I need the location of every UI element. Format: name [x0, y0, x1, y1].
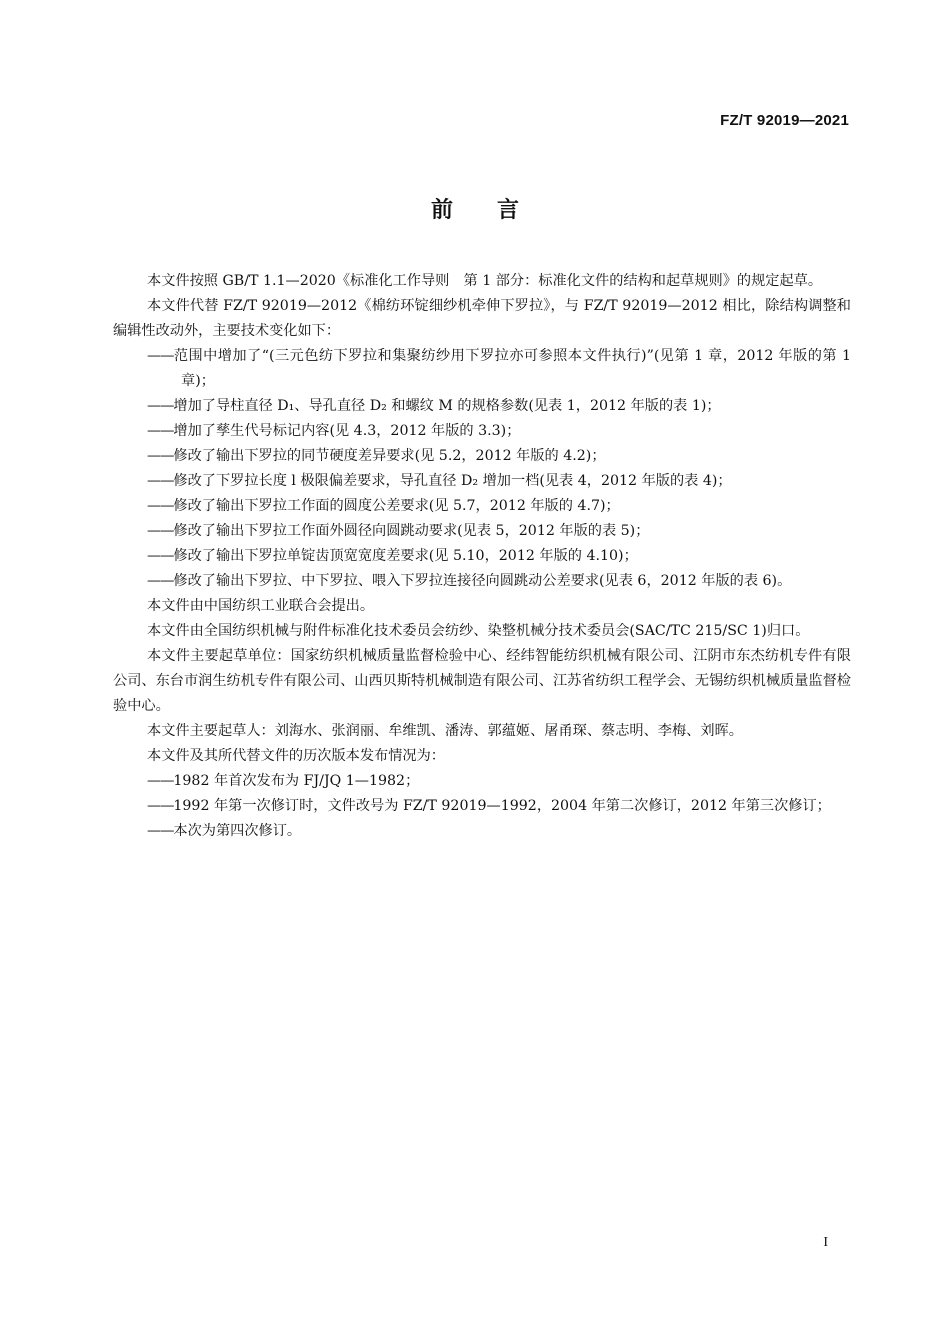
list-dash: —— — [147, 773, 174, 789]
change-list-item — [113, 794, 851, 819]
paragraph-text: 修改了下罗拉长度 l 极限偏差要求，导孔直径 D₂ 增加一档(见表 4，2012 年版的表 4)； — [173, 473, 732, 489]
change-list-item — [113, 819, 851, 844]
paragraph-text: 1982 年首次发布为 FJ/JQ 1—1982； — [173, 773, 420, 789]
paragraph-text: 修改了输出下罗拉工作面外圆径向圆跳动要求(见表 5，2012 年版的表 5)； — [173, 523, 650, 539]
list-dash: —— — [147, 473, 174, 489]
foreword-paragraph — [113, 269, 851, 294]
paragraph-text: 修改了输出下罗拉的同节硬度差异要求(见 5.2，2012 年版的 4.2)； — [173, 448, 606, 464]
page-number: I — [823, 1235, 828, 1250]
change-list-item — [113, 544, 851, 569]
list-dash: —— — [147, 823, 174, 839]
list-dash: —— — [147, 498, 174, 514]
paragraph-text: 本文件按照 GB/T 1.1—2020《标准化工作导则 第 1 部分：标准化文件的结构和起草规则》的规定起草。 — [147, 273, 823, 289]
change-list-item — [113, 469, 851, 494]
paragraph-text: 本次为第四次修订。 — [173, 823, 302, 839]
change-list-item — [113, 494, 851, 519]
foreword-paragraph — [113, 644, 851, 719]
paragraph-text: 1992 年第一次修订时，文件改号为 FZ/T 92019—1992，2004 年第二次修订，2012 年第三次修订； — [173, 798, 831, 814]
paragraph-text: 增加了孳生代号标记内容(见 4.3，2012 年版的 3.3)； — [173, 423, 521, 439]
foreword-paragraph — [113, 294, 851, 344]
paragraph-text: 本文件由全国纺织机械与附件标准化技术委员会纺纱、染整机械分技术委员会(SAC/TC 215/SC 1)归口。 — [147, 623, 810, 639]
change-list-item — [113, 444, 851, 469]
paragraph-text: 范围中增加了“(三元色纺下罗拉和集聚纺纱用下罗拉亦可参照本文件执行)”(见第 1 章，2012 年版的第 1 章)； — [173, 348, 851, 389]
change-list-item — [113, 519, 851, 544]
paragraph-text: 修改了输出下罗拉、中下罗拉、喂入下罗拉连接径向圆跳动公差要求(见表 6，2012 年版的表 6)。 — [173, 573, 792, 589]
change-list-item — [113, 394, 851, 419]
list-dash: —— — [147, 523, 174, 539]
list-dash: —— — [147, 423, 174, 439]
foreword-paragraph — [113, 744, 851, 769]
paragraph-text: 本文件及其所代替文件的历次版本发布情况为： — [147, 748, 445, 764]
paragraph-text: 本文件代替 FZ/T 92019—2012《棉纺环锭细纱机牵伸下罗拉》，与 FZ/T 92019—2012 相比，除结构调整和编辑性改动外，主要技术变化如下： — [113, 298, 851, 339]
paragraph-text: 修改了输出下罗拉工作面的圆度公差要求(见 5.7，2012 年版的 4.7)； — [173, 498, 620, 514]
list-dash: —— — [147, 798, 174, 814]
list-dash: —— — [147, 573, 174, 589]
document-code: FZ/T 92019—2021 — [720, 112, 849, 129]
change-list-item — [113, 769, 851, 794]
change-list-item — [113, 569, 851, 594]
foreword-paragraph — [113, 594, 851, 619]
change-list-item — [113, 344, 851, 394]
page-title: 前言 — [430, 198, 563, 223]
change-list-item — [113, 419, 851, 444]
foreword-body — [113, 269, 851, 844]
list-dash: —— — [147, 348, 174, 364]
paragraph-text: 本文件主要起草人：刘海水、张润丽、牟维凯、潘涛、郭蕴姬、屠甬琛、蔡志明、李梅、刘晖。 — [147, 723, 743, 739]
paragraph-text: 修改了输出下罗拉单锭齿顶宽宽度差要求(见 5.10，2012 年版的 4.10)； — [173, 548, 638, 564]
paragraph-text: 本文件主要起草单位：国家纺织机械质量监督检验中心、经纬智能纺织机械有限公司、江阴市东杰纺机专件有限公司、东台市润生纺机专件有限公司、山西贝斯特机械制造有限公司、江苏省纺织工程学会、无锡纺织机械质量监督检验中心。 — [113, 648, 851, 714]
paragraph-text: 本文件由中国纺织工业联合会提出。 — [147, 598, 375, 614]
list-dash: —— — [147, 398, 174, 414]
paragraph-text: 增加了导柱直径 D₁、导孔直径 D₂ 和螺纹 M 的规格参数(见表 1，2012 年版的表 1)； — [173, 398, 721, 414]
foreword-paragraph — [113, 619, 851, 644]
list-dash: —— — [147, 548, 174, 564]
foreword-paragraph — [113, 719, 851, 744]
list-dash: —— — [147, 448, 174, 464]
